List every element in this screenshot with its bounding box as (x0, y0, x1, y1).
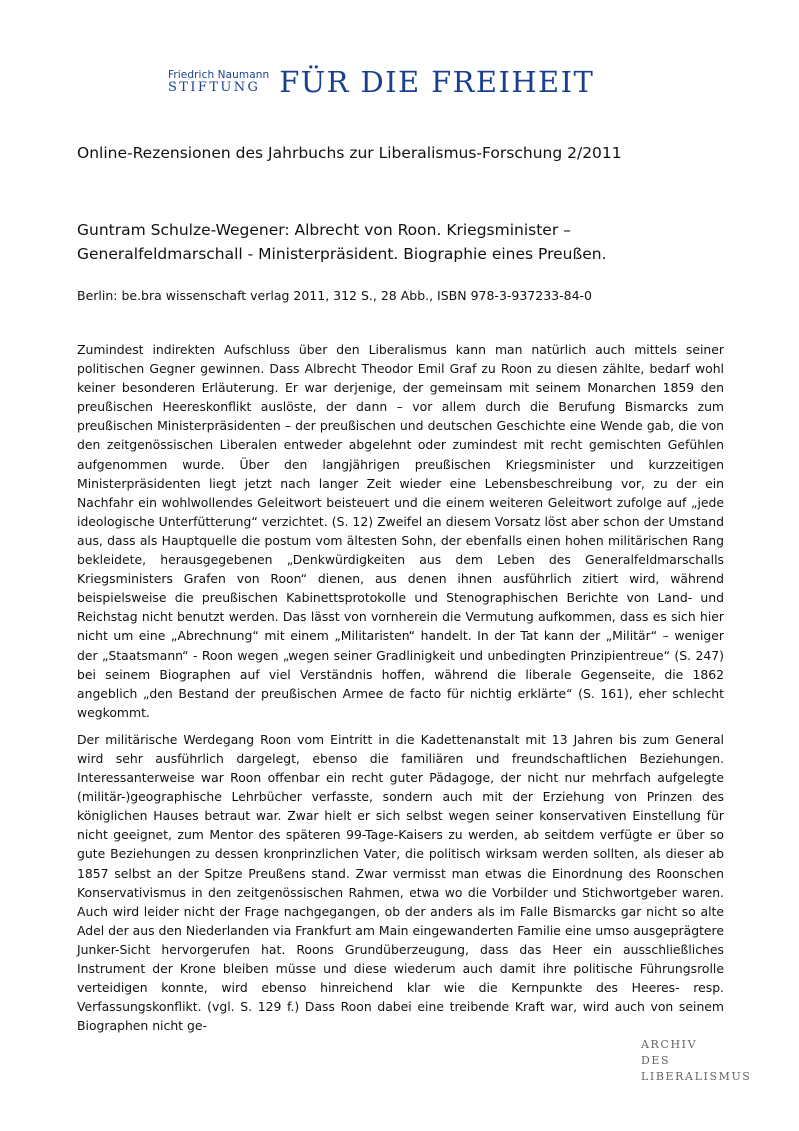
archiv-logo (641, 1037, 751, 1085)
series-title: Online-Rezensionen des Jahrbuchs zur Liberalismus-Forschung 2/2011 (77, 144, 622, 162)
paragraph: Zumindest indirekten Aufschluss über den Liberalismus kann man natürlich auch mittels seiner politischen Gegner gewinnen. Dass Albrecht Theodor Emil Graf zu Roon zu diesen zählte, bedarf wohl keiner besonderen Erläuterung. Er war derjenige, der gemeinsam mit seinem Monarchen 1859 den preußischen Heereskonflikt auslöste, der dann – vor allem durch die Berufung Bismarcks zum preußischen Ministerpräsidenten – der preußischen und deutschen Geschichte eine Wende gab, die von den zeitgenössischen Liberalen entweder abgelehnt oder zumindest mit recht gemischten Gefühlen aufgenommen wurde. Über den langjährigen preußischen Kriegsminister und kurzzeitigen Ministerpräsidenten liegt jetzt nach langer Zeit wieder eine Lebensbeschreibung vor, zu der ein Nachfahr ein wohlwollendes Geleitwort beisteuert und die einem weiteren Geleitwort zufolge auf „jede ideologische Unterfütterung“ verzichtet. (S. 12) Zweifel an diesem Vorsatz löst aber schon der Umstand aus, dass als Hauptquelle die postum vom ältesten Sohn, der ebenfalls einen hohen militärischen Rang bekleidete, herausgegebenen „Denkwürdigkeiten aus dem Leben des Generalfeldmarschalls Kriegsministers Grafen von Roon“ dienen, aus denen ihnen ausführlich zitiert wird, während beispielsweise die preußischen Kabinettsprotokolle und Stenographischen Berichte von Land- und Reichstag nicht benutzt werden. Das lässt von vornherein die Vermutung aufkommen, dass es sich hier nicht um eine „Abrechnung“ mit einem „Militaristen“ handelt. In der Tat kann der „Militär“ – weniger der „Staatsmann“ - Roon wegen „wegen seiner Gradlinigkeit und unbedingten Prinzipientreue“ (S. 247) bei seinem Biographen auf viel Verständnis hoffen, während die liberale Gegenseite, die 1862 angeblich „den Bestand der preußischen Armee de facto für nichtig erklärte“ (S. 161), eher schlecht wegkommt. (77, 342, 724, 720)
archiv-logo-line: DES (641, 1054, 671, 1067)
logo-line-1: Friedrich Naumann (168, 69, 270, 81)
logo-small-text (168, 69, 269, 97)
review-body (77, 340, 724, 1043)
publication-info: Berlin: be.bra wissenschaft verlag 2011, 312 S., 28 Abb., ISBN 978-3-937233-84-0 (77, 288, 593, 303)
paragraph: Der militärische Werdegang Roon vom Eintritt in die Kadettenanstalt mit 13 Jahren bis zum General wird sehr ausführlich dargelegt, ebenso die familiären und freundschaftlichen Beziehungen. Interessanterweise war Roon offenbar ein recht guter Pädagoge, der nicht nur mehrfach aufgelegte (militär-)geographische Lehrbücher verfasste, sondern auch mit der Erziehung von Prinzen des königlichen Hauses betraut war. Zwar hielt er sich selbst wegen seiner konservativen Einstellung für nicht geeignet, zum Mentor des späteren 99-Tage-Kaisers zu werden, ab seitdem verfügte er über so gute Beziehungen zu dessen kronprinzlichen Vater, die politisch wirksam werden sollten, als dieser ab 1857 selbst an der Spitze Preußens stand. Zwar vermisst man etwas die Einordnung des Roonschen Konservativismus in den zeitgenössischen Rahmen, etwa wo die Vorbilder und Stichwortgeber waren. Auch wird leider nicht der Frage nachgegangen, ob der anders als im Falle Bismarcks gar nicht so alte Adel der aus den Niederlanden via Frankfurt am Main eingewanderten Familie eine umso ausgeprägtere Junker-Sicht hervorgerufen hat. Roons Grundüberzeugung, dass das Heer ein ausschließliches Instrument der Krone bleiben müsse und diese wiederum auch damit ihre politische Führungsrolle verteidigen konnte, wird ebenso hinreichend klar wie die Kernpunkte des Heeres- resp. Verfassungskonflikt. (vgl. S. 129 f.) Dass Roon dabei eine treibende Kraft war, wird auch von seinem Biographen nicht ge- (77, 731, 724, 1034)
logo-main-text: FÜR DIE FREIHEIT (279, 65, 595, 99)
review-title: Guntram Schulze-Wegener: Albrecht von Roon. Kriegsminister – Generalfeldmarschall - Ministerpräsident. Biographie eines Preußen. (77, 221, 607, 263)
archiv-logo-line: ARCHIV (641, 1038, 698, 1051)
foundation-logo (168, 57, 594, 97)
logo-line-2: STIFTUNG (168, 80, 261, 95)
archiv-logo-line: LIBERALISMUS (641, 1070, 752, 1083)
